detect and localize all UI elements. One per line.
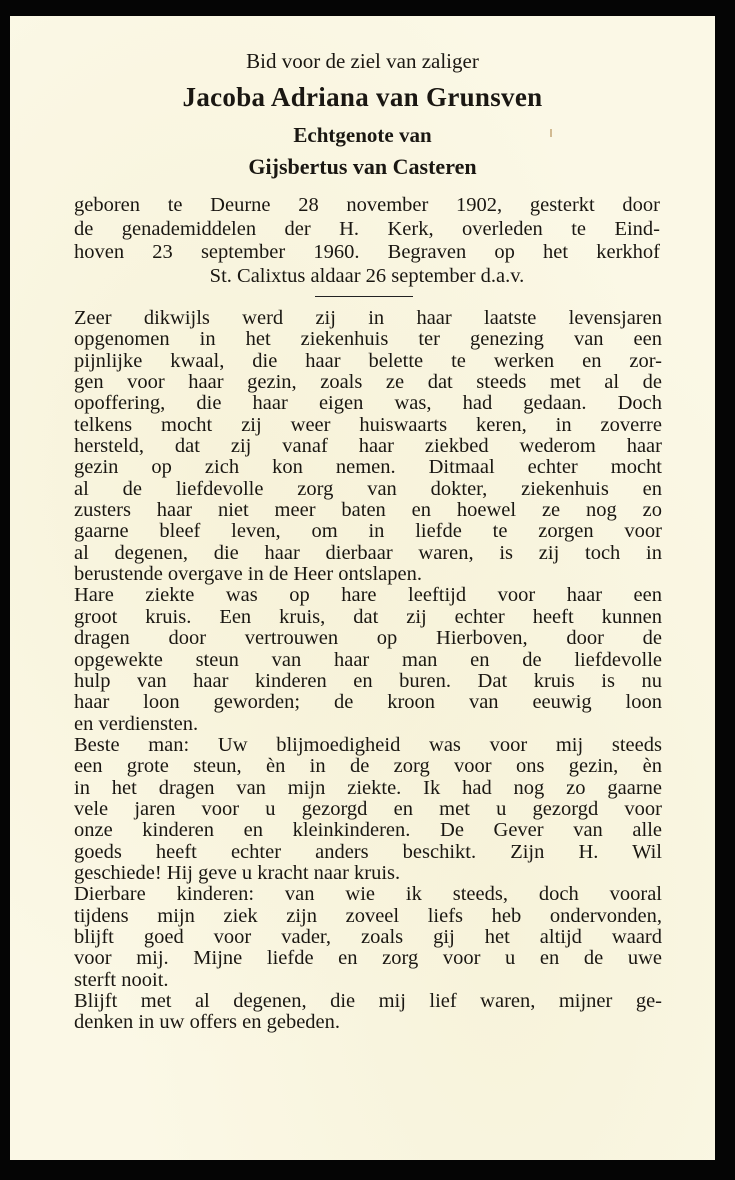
text-line: Beste man: Uw blijmoedigheid was voor mij steeds	[74, 733, 662, 756]
text-line: groot kruis. Een kruis, dat zij echter heeft kunnen	[74, 605, 662, 628]
memorial-card	[10, 16, 715, 1160]
birth-death-paragraph	[74, 194, 660, 288]
text-line: een grote steun, èn in de zorg voor ons gezin, èn	[74, 755, 662, 778]
birth-death-line: St. Calixtus aldaar 26 september d.a.v.	[209, 264, 525, 287]
text-line: tijdens mijn ziek zijn zoveel liefs heb ondervonden,	[74, 904, 662, 927]
birth-death-line: hoven 23 september 1960. Begraven op het kerkhof	[74, 241, 660, 263]
text-line: denken in uw offers en gebeden.	[74, 1011, 341, 1034]
prayer-line: Bid voor de ziel van zaliger	[246, 49, 479, 73]
text-line: en verdiensten.	[74, 712, 199, 735]
text-line: haar loon geworden; de kroon van eeuwig loon	[74, 691, 662, 714]
spouse-name: Gijsbertus van Casteren	[248, 154, 477, 179]
text-line: hersteld, dat zij vanaf haar ziekbed wederom haar	[74, 435, 662, 458]
text-line: berustende overgave in de Heer ontslapen.	[74, 563, 422, 586]
deceased-name: Jacoba Adriana van Grunsven	[182, 82, 543, 112]
text-line: opoffering, die haar eigen was, had gedaan. Doch	[74, 392, 662, 415]
text-line: gen voor haar gezin, zoals ze dat steeds met al de	[74, 371, 662, 394]
text-line: goeds heeft echter anders beschikt. Zijn H. Wil	[74, 840, 662, 863]
separator-rule	[315, 296, 413, 297]
birth-death-line: de genademiddelen der H. Kerk, overleden te Eind-	[74, 217, 660, 240]
memorial-text	[74, 308, 662, 1034]
text-line: Hare ziekte was op hare leeftijd voor haar een	[74, 584, 662, 607]
text-line: voor mij. Mijne liefde en zorg voor u en de uwe	[74, 947, 662, 970]
text-line: hulp van haar kinderen en buren. Dat kruis is nu	[74, 669, 662, 692]
text-line: onze kinderen en kleinkinderen. De Gever van alle	[74, 819, 662, 842]
text-line: Dierbare kinderen: van wie ik steeds, doch vooral	[74, 883, 662, 906]
text-line: gezin op zich kon nemen. Ditmaal echter mocht	[74, 456, 662, 479]
text-line: vele jaren voor u gezorgd en met u gezorgd voor	[74, 797, 662, 820]
text-line: al degenen, die haar dierbaar waren, is zij toch in	[74, 541, 662, 564]
text-line: gaarne bleef leven, om in liefde te zorgen voor	[74, 520, 662, 543]
text-line: in het dragen van mijn ziekte. Ik had nog zo gaarne	[74, 776, 662, 799]
spouse-label: Echtgenote van	[293, 123, 432, 147]
birth-death-line: geboren te Deurne 28 november 1902, gesterkt door	[74, 194, 660, 216]
text-line: pijnlijke kwaal, die haar belette te werken en zor-	[74, 349, 662, 372]
text-line: opgewekte steun van haar man en de liefdevolle	[74, 648, 662, 671]
text-line: al de liefdevolle zorg van dokter, ziekenhuis en	[74, 477, 662, 500]
text-line: Blijft met al degenen, die mij lief waren, mijner ge-	[74, 990, 662, 1012]
text-line: zusters haar niet meer baten en hoewel ze nog zo	[74, 499, 662, 522]
text-line: telkens mocht zij weer huiswaarts keren, in zoverre	[74, 413, 662, 436]
text-line: opgenomen in het ziekenhuis ter genezing van een	[74, 328, 662, 351]
paper-blemish	[550, 129, 552, 137]
text-line: dragen door vertrouwen op Hierboven, door de	[74, 627, 662, 650]
text-line: blijft goed voor vader, zoals gij het altijd waard	[74, 925, 662, 948]
text-line: sterft nooit.	[74, 968, 169, 991]
text-line: geschiede! Hij geve u kracht naar kruis.	[74, 861, 401, 884]
text-line: Zeer dikwijls werd zij in haar laatste levensjaren	[74, 307, 662, 329]
